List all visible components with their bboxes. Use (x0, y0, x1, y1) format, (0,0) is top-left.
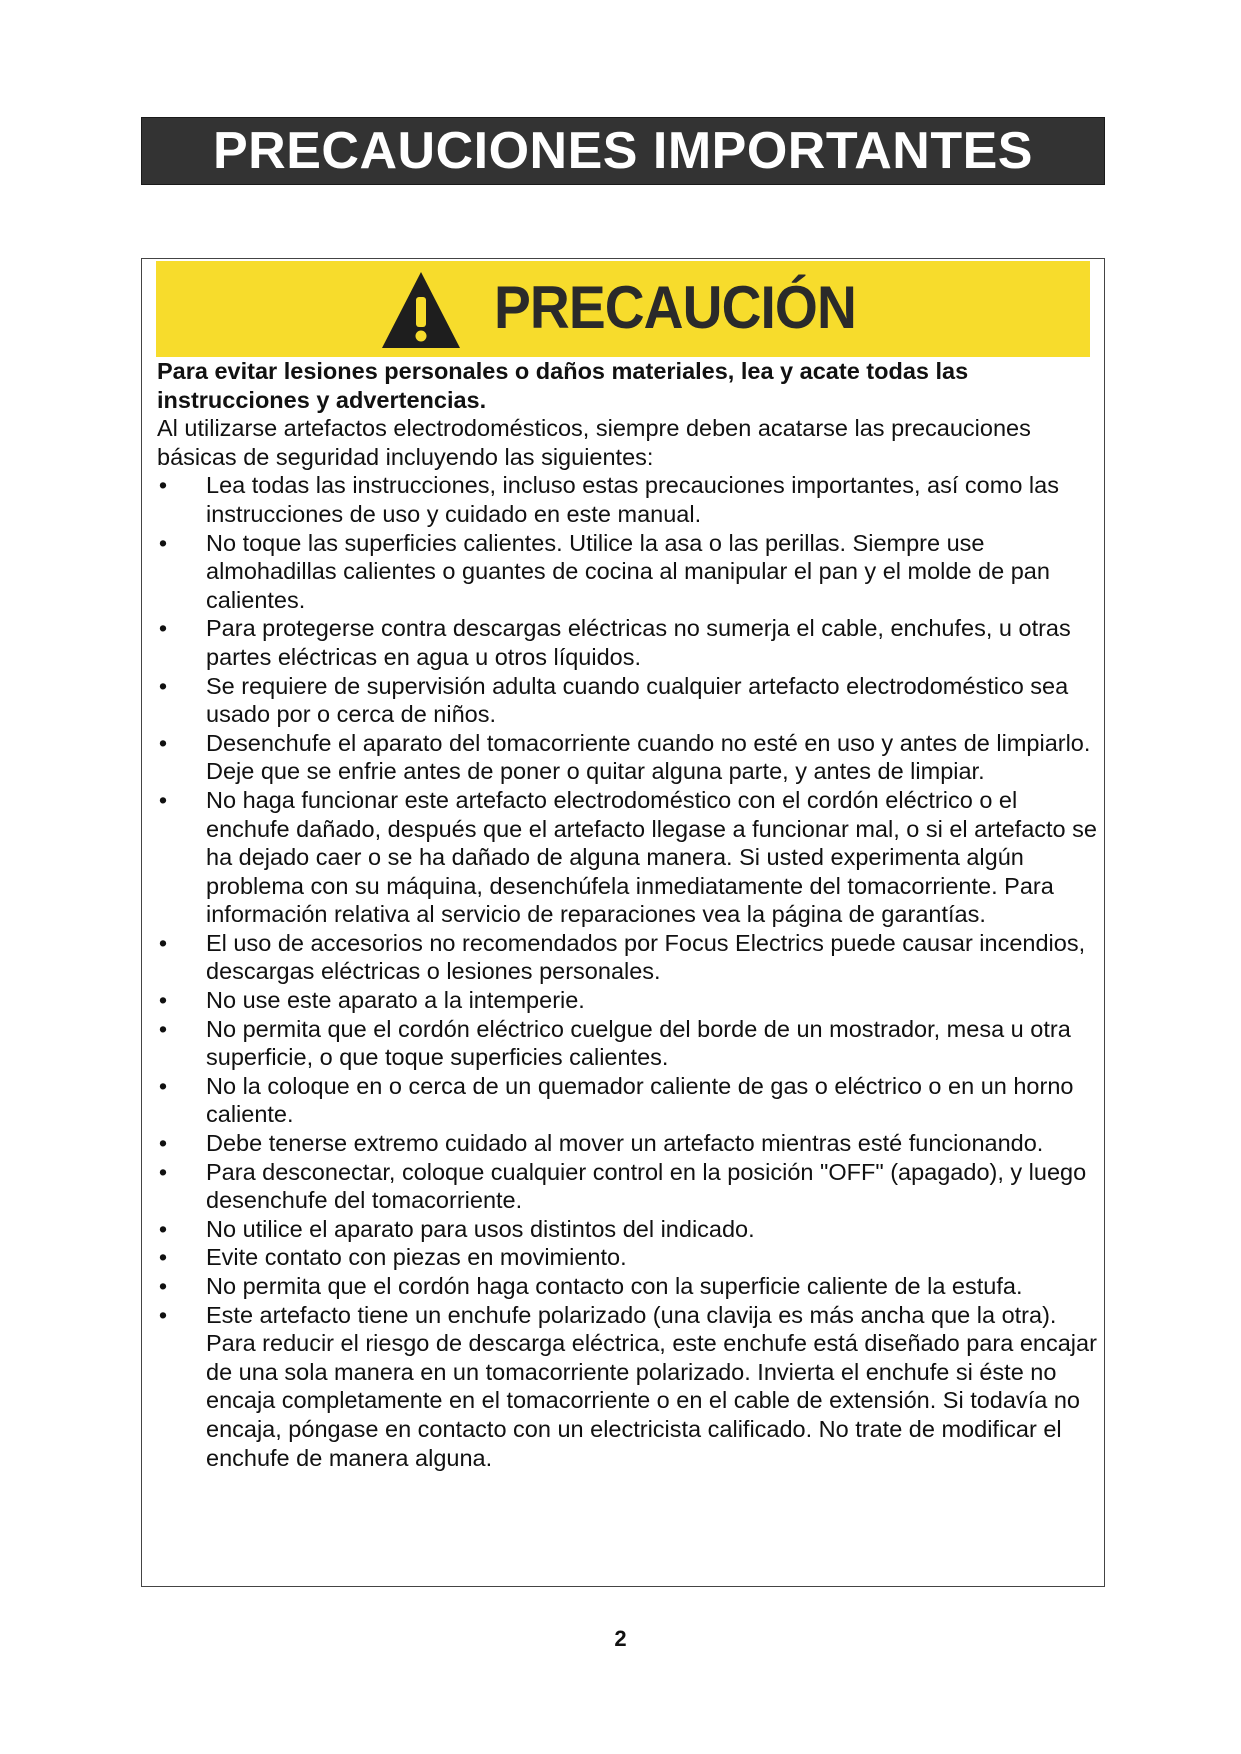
page-title: PRECAUCIONES IMPORTANTES (213, 122, 1033, 180)
warning-triangle-icon (380, 269, 462, 351)
list-item: • No use este aparato a la intemperie. (158, 987, 585, 1014)
bullet-icon: • (158, 1015, 168, 1042)
bullet-icon: • (158, 1215, 168, 1242)
list-item: • Para desconectar, coloque cualquier control en la posición "OFF" (apagado), y luego desenchufe del tomacorriente. (158, 1158, 1087, 1214)
header-banner (141, 117, 1105, 185)
warning-banner (156, 261, 1090, 357)
list-item: • No permita que el cordón eléctrico cuelgue del borde de un mostrador, mesa u otra superficie, o que toque superficies calientes. (158, 1015, 1071, 1071)
precautions-content (157, 357, 1097, 1472)
list-item: • No la coloque en o cerca de un quemador caliente de gas o eléctrico o en un horno caliente. (158, 1072, 1074, 1128)
bullet-icon: • (158, 987, 168, 1014)
bullet-icon: • (158, 615, 168, 642)
warning-title: PRECAUCIÓN (494, 274, 856, 341)
list-item: • Se requiere de supervisión adulta cuando cualquier artefacto electrodoméstico sea usado por o cerca de niños. (158, 672, 1069, 728)
page-number: 2 (614, 1626, 627, 1651)
list-item: • Lea todas las instrucciones, incluso estas precauciones importantes, así como las instrucciones de uso y cuidado en este manual. (158, 472, 1059, 527)
bullet-icon: • (158, 929, 168, 956)
intro-bold-text: Para evitar lesiones personales o daños materiales, lea y acate todas las instrucciones y advertencias. (157, 358, 969, 413)
list-item: • Evite contato con piezas en movimiento. (158, 1244, 627, 1271)
list-item: • No utilice el aparato para usos distintos del indicado. (158, 1215, 755, 1242)
bullet-icon: • (158, 786, 168, 813)
list-item: • El uso de accesorios no recomendados por Focus Electrics puede causar incendios, descargas eléctricas o lesiones personales. (158, 929, 1086, 985)
list-item: • No haga funcionar este artefacto electrodoméstico con el cordón eléctrico o el enchufe dañado, después que el artefacto llegase a funcionar mal, o si el artefacto se ha dejado caer o se ha dañado de alguna manera. Si usted experimenta algún problema con su máquina, desenchúfela inmediatamente del tomacorriente. Para información relativa al servicio de reparaciones vea la página de garantías. (158, 786, 1097, 928)
list-item: • Para protegerse contra descargas eléctricas no sumerja el cable, enchufes, u otras partes eléctricas en agua u otros líquidos. (158, 615, 1071, 670)
bullet-icon: • (158, 1301, 168, 1328)
bullet-icon: • (158, 1273, 168, 1299)
bullet-icon: • (158, 1072, 168, 1099)
list-item: • No toque las superficies calientes. Utilice la asa o las perillas. Siempre use almohadillas calientes o guantes de cocina al manipular el pan y el molde de pan calientes. (158, 529, 1050, 613)
list-item: • Debe tenerse extremo cuidado al mover un artefacto mientras esté funcionando. (158, 1130, 1044, 1157)
precautions-box (141, 258, 1105, 1587)
bullet-icon: • (158, 472, 168, 499)
list-item: • No permita que el cordón haga contacto con la superficie caliente de la estufa. (158, 1273, 1023, 1299)
list-item: • Desenchufe el aparato del tomacorriente cuando no esté en uso y antes de limpiarlo. Deje que se enfrie antes de poner o quitar alguna parte, y antes de limpiar. (158, 729, 1091, 785)
bullet-icon: • (158, 1130, 168, 1157)
bullet-icon: • (158, 1244, 168, 1271)
bullet-icon: • (158, 729, 168, 756)
bullet-icon: • (158, 1158, 168, 1185)
bullet-icon: • (158, 672, 168, 699)
bullet-icon: • (158, 529, 168, 556)
list-item: • Este artefacto tiene un enchufe polarizado (una clavija es más ancha que la otra). Para reducir el riesgo de descarga eléctrica, este enchufe está diseñado para encajar de una sola manera en un tomacorriente polarizado. Invierta el enchufe si éste no encaja completamente en el tomacorriente o en el cable de extensión. Si todavía no encaja, póngase en contacto con un electricista calificado. No trate de modificar el enchufe de manera alguna. (158, 1301, 1097, 1471)
precautions-list (157, 471, 1097, 1472)
intro-text: Al utilizarse artefactos electrodomésticos, siempre deben acatarse las precauciones básicas de seguridad incluyendo las siguientes: (157, 415, 1031, 470)
